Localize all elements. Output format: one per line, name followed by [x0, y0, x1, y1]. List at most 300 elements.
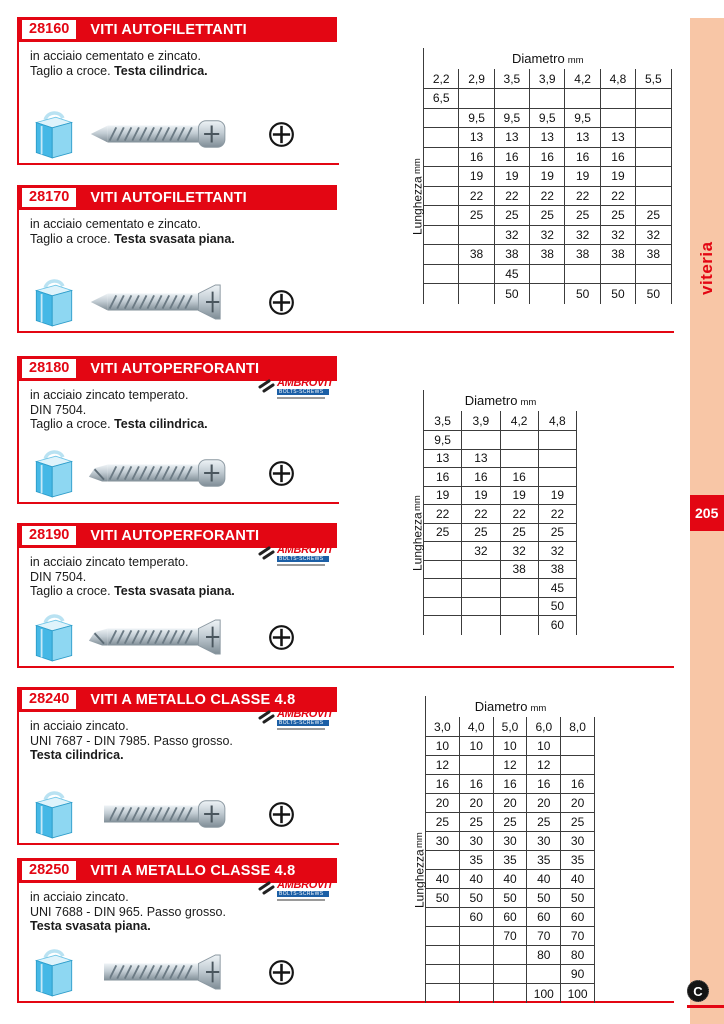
diameter-header-row: [424, 411, 577, 431]
length-row: [424, 561, 577, 580]
size-cell: 22: [530, 187, 565, 207]
size-cell: 9,5: [565, 109, 600, 129]
length-row: [424, 524, 577, 543]
size-cell: 16: [527, 775, 561, 794]
size-cell: 10: [426, 737, 460, 756]
size-cell: 32: [530, 226, 565, 246]
size-cell: 19: [424, 487, 462, 506]
phillips-cross-icon: [267, 120, 296, 149]
size-cell: 22: [539, 505, 577, 524]
size-cell: 20: [527, 794, 561, 813]
length-row: [426, 965, 595, 984]
size-cell: 25: [459, 206, 494, 226]
size-cell: [424, 284, 459, 304]
head-type-text: Testa cilindrica.: [114, 417, 208, 431]
length-row: [426, 775, 595, 794]
size-cell: [636, 167, 671, 187]
product-card: [17, 523, 337, 666]
brand-name: AMBROVIT: [277, 377, 334, 389]
size-cell: 38: [539, 561, 577, 580]
size-cell: [561, 737, 595, 756]
size-cell: 19: [601, 167, 636, 187]
length-row: [426, 889, 595, 908]
screw-flat-head: [198, 285, 220, 319]
brand-logo: [258, 880, 334, 901]
screw-image: [87, 949, 257, 995]
size-cell: [426, 927, 460, 946]
screw-pan-head: [198, 801, 224, 827]
screws-mini-icon: [258, 545, 275, 560]
size-cell: 32: [601, 226, 636, 246]
size-cell: 25: [426, 813, 460, 832]
size-cell: [636, 89, 671, 109]
size-cell: 25: [462, 524, 500, 543]
size-cell: [424, 579, 462, 598]
size-cell: [426, 908, 460, 927]
size-cell: 38: [459, 245, 494, 265]
description-line: [30, 49, 337, 64]
size-cell: 16: [494, 775, 528, 794]
size-cell: 20: [494, 794, 528, 813]
size-cell: 50: [561, 889, 595, 908]
length-row: [424, 265, 672, 285]
size-cell: 20: [561, 794, 595, 813]
screw-pan-head: [198, 460, 224, 486]
size-cell: [424, 148, 459, 168]
length-row: [424, 468, 577, 487]
size-cell: [424, 128, 459, 148]
table-title: Diametro: [464, 393, 518, 408]
size-cell: 25: [530, 206, 565, 226]
length-row: [426, 832, 595, 851]
size-cell: [424, 226, 459, 246]
size-cell: [462, 598, 500, 617]
length-row: [424, 128, 672, 148]
product-title: VITI AUTOFILETTANTI: [90, 21, 247, 38]
size-cell: [460, 946, 494, 965]
length-row: [426, 794, 595, 813]
size-cell: [459, 284, 494, 304]
table-title: Diametro: [474, 699, 528, 714]
size-cell: 40: [494, 870, 528, 889]
screw-image: [87, 450, 257, 496]
length-row: [424, 431, 577, 450]
length-row: [424, 616, 577, 635]
size-cell: [462, 431, 500, 450]
length-row: [424, 284, 672, 304]
length-row: [426, 908, 595, 927]
product-media: [31, 788, 331, 840]
package-icon: [31, 788, 77, 840]
diameter-label: 3,5: [495, 69, 530, 89]
size-cell: 40: [527, 870, 561, 889]
size-cell: 38: [636, 245, 671, 265]
size-cell: 60: [494, 908, 528, 927]
length-row: [426, 870, 595, 889]
size-cell: 13: [459, 128, 494, 148]
size-cell: 45: [539, 579, 577, 598]
product-code: 28250: [22, 861, 76, 880]
description-text: in acciaio zincato.: [30, 890, 129, 904]
head-type-text: Testa cilindrica.: [114, 63, 208, 78]
size-cell: 40: [426, 870, 460, 889]
diameter-header-row: [426, 717, 595, 737]
size-cell: 50: [426, 889, 460, 908]
product-media: [31, 946, 331, 998]
length-row: [424, 487, 577, 506]
size-cell: [495, 89, 530, 109]
size-cell: [462, 561, 500, 580]
size-cell: 19: [530, 167, 565, 187]
size-cell: 22: [565, 187, 600, 207]
product-media: [31, 447, 331, 499]
size-cell: 35: [527, 851, 561, 870]
size-cell: 20: [426, 794, 460, 813]
size-cell: 25: [460, 813, 494, 832]
size-cell: 25: [561, 813, 595, 832]
product-title: VITI A METALLO CLASSE 4.8: [90, 691, 296, 708]
length-row: [424, 450, 577, 469]
length-row: [424, 148, 672, 168]
description-line: [30, 403, 337, 418]
size-cell: 38: [565, 245, 600, 265]
size-cell: 50: [527, 889, 561, 908]
size-cell: [460, 756, 494, 775]
size-cell: 32: [462, 542, 500, 561]
size-cell: 25: [424, 524, 462, 543]
size-cell: [530, 89, 565, 109]
screws-mini-icon: [258, 880, 275, 895]
sidebar-bottom-rule: [687, 1005, 724, 1008]
description-text: in acciaio zincato temperato.: [30, 388, 189, 402]
size-cell: 32: [565, 226, 600, 246]
product-code: 28180: [22, 359, 76, 378]
size-cell: [424, 542, 462, 561]
size-cell: 35: [561, 851, 595, 870]
product-media: [31, 611, 331, 663]
size-cell: 6,5: [424, 89, 459, 109]
description-text: Taglio a croce.: [30, 63, 115, 78]
screw-pan-head: [198, 121, 224, 147]
size-cell: 16: [501, 468, 539, 487]
size-cell: [424, 616, 462, 635]
size-cell: 10: [527, 737, 561, 756]
diameter-label: 2,9: [459, 69, 494, 89]
diameter-label: 2,2: [424, 69, 459, 89]
table-ylabel: Lunghezza mm: [412, 831, 427, 909]
description-text: DIN 7504.: [30, 569, 87, 584]
size-cell: [565, 265, 600, 285]
size-cell: 16: [426, 775, 460, 794]
package-icon: [31, 946, 77, 998]
size-cell: [530, 265, 565, 285]
length-row: [424, 505, 577, 524]
brand-sub: BOLTS-SCREWS: [277, 720, 329, 726]
package-icon: [31, 108, 77, 160]
table-ylabel-unit: mm: [412, 494, 423, 511]
size-cell: 9,5: [424, 431, 462, 450]
size-cell: [494, 946, 528, 965]
size-grid: [423, 390, 577, 635]
description-line: [30, 905, 337, 920]
brand-tagline-rule: [277, 899, 325, 901]
size-cell: 50: [494, 889, 528, 908]
size-cell: 38: [495, 245, 530, 265]
size-cell: 19: [501, 487, 539, 506]
size-cell: [460, 965, 494, 984]
phillips-cross-icon: [267, 958, 296, 987]
screw-drill-tip: [89, 465, 108, 482]
size-cell: 25: [539, 524, 577, 543]
size-cell: [462, 579, 500, 598]
brand-logo: [258, 709, 334, 730]
screw-blunt-tip: [104, 964, 110, 981]
product-card: [17, 17, 337, 163]
size-cell: [424, 598, 462, 617]
brand-logo: [258, 545, 334, 566]
size-cell: 16: [460, 775, 494, 794]
description-text: in acciaio cementato e zincato.: [30, 49, 201, 63]
size-cell: [636, 265, 671, 285]
size-cell: 100: [561, 984, 595, 1003]
screw-flat-head: [198, 955, 220, 989]
size-table-metallo: [414, 696, 595, 1003]
product-title: VITI A METALLO CLASSE 4.8: [90, 862, 296, 879]
size-cell: 16: [561, 775, 595, 794]
size-cell: 22: [424, 505, 462, 524]
product-header: [19, 17, 337, 42]
package-icon: [31, 611, 77, 663]
product-card: [17, 185, 337, 331]
table-title: Diametro: [511, 51, 565, 66]
description-text: Taglio a croce.: [30, 417, 115, 431]
product-header: [19, 185, 337, 210]
size-cell: [527, 965, 561, 984]
size-cell: 30: [460, 832, 494, 851]
size-cell: [459, 265, 494, 285]
size-cell: 40: [561, 870, 595, 889]
size-cell: 50: [539, 598, 577, 617]
diameter-label: 6,0: [527, 717, 561, 737]
size-cell: 19: [565, 167, 600, 187]
screw-image: [87, 614, 257, 660]
size-cell: 19: [495, 167, 530, 187]
size-cell: 9,5: [459, 109, 494, 129]
size-cell: 16: [424, 468, 462, 487]
screw-flat-head: [198, 620, 220, 654]
table-title-unit: mm: [530, 703, 547, 714]
size-cell: 25: [636, 206, 671, 226]
length-row: [426, 851, 595, 870]
size-cell: [636, 128, 671, 148]
size-cell: [494, 965, 528, 984]
size-cell: 45: [495, 265, 530, 285]
product-media: [31, 276, 331, 328]
product-title: VITI AUTOFILETTANTI: [90, 189, 247, 206]
brand-name: AMBROVIT: [277, 708, 334, 720]
size-cell: [424, 561, 462, 580]
brand-tagline-rule: [277, 397, 325, 399]
size-cell: 25: [601, 206, 636, 226]
size-cell: 25: [494, 813, 528, 832]
size-cell: 13: [495, 128, 530, 148]
table-ylabel: Lunghezza mm: [410, 158, 425, 235]
category-sidebar: [690, 18, 724, 1024]
diameter-label: 4,8: [601, 69, 636, 89]
brand-name: AMBROVIT: [277, 544, 334, 556]
size-cell: [601, 265, 636, 285]
diameter-header-row: [424, 69, 672, 89]
product-title: VITI AUTOPERFORANTI: [90, 360, 260, 377]
size-grid: [423, 48, 672, 304]
size-cell: [424, 245, 459, 265]
product-card: [17, 858, 337, 1001]
size-cell: 13: [462, 450, 500, 469]
length-row: [424, 167, 672, 187]
product-code: 28190: [22, 526, 76, 545]
head-type-text: Testa cilindrica.: [30, 748, 124, 762]
diameter-label: 4,2: [565, 69, 600, 89]
size-cell: 35: [460, 851, 494, 870]
size-cell: [636, 148, 671, 168]
size-cell: [426, 965, 460, 984]
description-line: [30, 570, 337, 585]
diameter-label: 8,0: [561, 717, 595, 737]
size-cell: 22: [495, 187, 530, 207]
size-cell: [424, 265, 459, 285]
length-row: [424, 598, 577, 617]
diameter-label: 3,5: [424, 411, 462, 431]
length-row: [424, 245, 672, 265]
table-title-row: [426, 696, 595, 717]
size-cell: [530, 284, 565, 304]
length-row: [426, 813, 595, 832]
description-line: [30, 584, 337, 599]
size-table-autoperforanti: [412, 390, 577, 635]
size-cell: 22: [501, 505, 539, 524]
size-cell: [501, 431, 539, 450]
table-title-unit: mm: [567, 55, 584, 66]
diameter-label: 3,0: [426, 717, 460, 737]
length-row: [426, 984, 595, 1003]
product-code: 28170: [22, 188, 76, 207]
product-title: VITI AUTOPERFORANTI: [90, 527, 260, 544]
screw-image: [87, 279, 257, 325]
brand-text: [277, 378, 333, 399]
brand-name: AMBROVIT: [277, 879, 334, 891]
size-cell: [501, 616, 539, 635]
size-cell: 13: [565, 128, 600, 148]
size-cell: 25: [501, 524, 539, 543]
size-cell: 60: [460, 908, 494, 927]
phillips-cross-icon: [267, 800, 296, 829]
product-card: [17, 356, 337, 502]
size-cell: [460, 984, 494, 1003]
product-description: [19, 42, 337, 78]
screw-image: [87, 791, 257, 837]
size-cell: [539, 431, 577, 450]
size-cell: 16: [601, 148, 636, 168]
size-cell: [501, 450, 539, 469]
size-cell: 13: [530, 128, 565, 148]
brand-text: [277, 545, 333, 566]
length-row: [424, 206, 672, 226]
size-cell: 25: [495, 206, 530, 226]
size-cell: 10: [460, 737, 494, 756]
table-ylabel: Lunghezza mm: [410, 494, 425, 572]
size-cell: 16: [495, 148, 530, 168]
size-cell: 22: [601, 187, 636, 207]
diameter-label: 4,8: [539, 411, 577, 431]
product-description: [19, 210, 337, 246]
size-cell: 70: [494, 927, 528, 946]
description-text: in acciaio zincato temperato.: [30, 555, 189, 569]
size-cell: 19: [462, 487, 500, 506]
description-text: Taglio a croce.: [30, 584, 115, 598]
description-line: [30, 64, 337, 79]
size-cell: [561, 756, 595, 775]
size-cell: [501, 598, 539, 617]
length-row: [424, 226, 672, 246]
length-row: [424, 187, 672, 207]
size-cell: 50: [601, 284, 636, 304]
size-cell: 16: [565, 148, 600, 168]
length-row: [426, 737, 595, 756]
brand-sub: BOLTS-SCREWS: [277, 556, 329, 562]
size-cell: [459, 89, 494, 109]
size-cell: 9,5: [495, 109, 530, 129]
length-row: [426, 756, 595, 775]
size-cell: 13: [424, 450, 462, 469]
size-cell: 32: [495, 226, 530, 246]
size-cell: [424, 206, 459, 226]
product-media: [31, 108, 331, 160]
size-grid: [425, 696, 595, 1003]
size-cell: [636, 187, 671, 207]
size-cell: 32: [501, 542, 539, 561]
diameter-label: 4,2: [501, 411, 539, 431]
page-number-badge: 205: [690, 495, 724, 531]
size-cell: [601, 89, 636, 109]
size-cell: 19: [459, 167, 494, 187]
size-cell: 50: [460, 889, 494, 908]
description-line: [30, 919, 337, 934]
size-cell: 38: [530, 245, 565, 265]
size-cell: 22: [462, 505, 500, 524]
size-cell: 100: [527, 984, 561, 1003]
product-card: [17, 687, 337, 843]
size-cell: [460, 927, 494, 946]
size-cell: 12: [494, 756, 528, 775]
size-cell: 30: [527, 832, 561, 851]
size-cell: 32: [636, 226, 671, 246]
description-text: UNI 7687 - DIN 7985. Passo grosso.: [30, 733, 233, 748]
size-cell: 30: [561, 832, 595, 851]
size-cell: [539, 450, 577, 469]
size-cell: 10: [494, 737, 528, 756]
size-cell: [501, 579, 539, 598]
size-cell: 16: [462, 468, 500, 487]
phillips-cross-icon: [267, 623, 296, 652]
size-cell: [424, 109, 459, 129]
size-cell: 12: [426, 756, 460, 775]
size-cell: 60: [561, 908, 595, 927]
size-cell: 60: [539, 616, 577, 635]
brand-tagline-rule: [277, 728, 325, 730]
size-cell: 35: [494, 851, 528, 870]
size-cell: 30: [426, 832, 460, 851]
description-text: in acciaio cementato e zincato.: [30, 217, 201, 231]
